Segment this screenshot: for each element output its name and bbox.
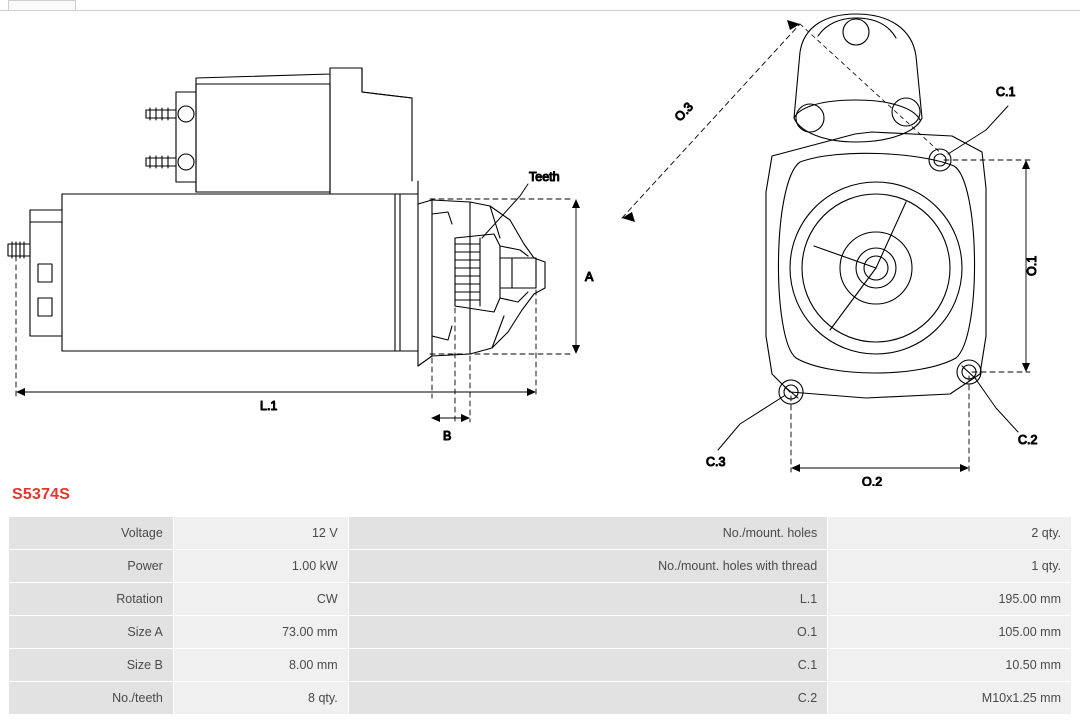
spec-label: No./teeth [9,682,174,715]
table-row [9,550,1072,583]
spec-label: C.2 [348,682,828,715]
spec-label: No./mount. holes with thread [348,550,828,583]
dimension-o2 [791,376,969,472]
c2-callout [975,378,1018,432]
spec-label: O.1 [348,616,828,649]
dimension-a [430,199,580,354]
spec-value: 1.00 kW [173,550,348,583]
spec-label: Voltage [9,517,174,550]
teeth-label: Teeth [529,170,560,184]
starter-motor-drawing [0,6,1080,486]
c3-label: C.3 [706,455,726,469]
dimension-l1 [16,256,536,398]
dimension-o3 [622,20,800,222]
spec-value: 12 V [173,517,348,550]
spec-label: Power [9,550,174,583]
spec-value: 8 qty. [173,682,348,715]
size-b-label: B [443,429,452,443]
spec-value: M10x1.25 mm [828,682,1072,715]
spec-value: CW [173,583,348,616]
o3-construction-line [800,24,944,156]
dimension-o1 [944,160,1030,372]
spec-label: C.1 [348,649,828,682]
c2-label: C.2 [1018,433,1038,447]
specifications-table [8,516,1072,715]
spec-value: 1 qty. [828,550,1072,583]
table-row [9,649,1072,682]
table-row [9,616,1072,649]
page-title: S5374S [12,486,71,503]
spec-label: Size A [9,616,174,649]
spec-value: 10.50 mm [828,649,1072,682]
spec-value: 8.00 mm [173,649,348,682]
o3-label: O.3 [671,99,696,125]
spec-label: Size B [9,649,174,682]
table-row [9,583,1072,616]
c1-callout [948,106,1008,154]
o1-label: O.1 [1025,255,1039,276]
spec-value: 73.00 mm [173,616,348,649]
technical-drawings [0,6,1080,486]
specifications-body [9,517,1072,715]
end-view-group [766,14,986,404]
spec-label: Rotation [9,583,174,616]
spec-value: 105.00 mm [828,616,1072,649]
length-l1-label: L.1 [260,399,278,413]
table-row [9,517,1072,550]
spec-value: 195.00 mm [828,583,1072,616]
c3-callout [718,396,784,450]
spec-label: L.1 [348,583,828,616]
table-row [9,682,1072,715]
side-view-group [8,68,545,366]
spec-label: No./mount. holes [348,517,828,550]
size-a-label: A [585,270,594,284]
c1-label: C.1 [996,85,1016,99]
teeth-callout [482,184,528,238]
o2-label: O.2 [862,475,883,486]
spec-value: 2 qty. [828,517,1072,550]
dimension-b [431,308,470,422]
